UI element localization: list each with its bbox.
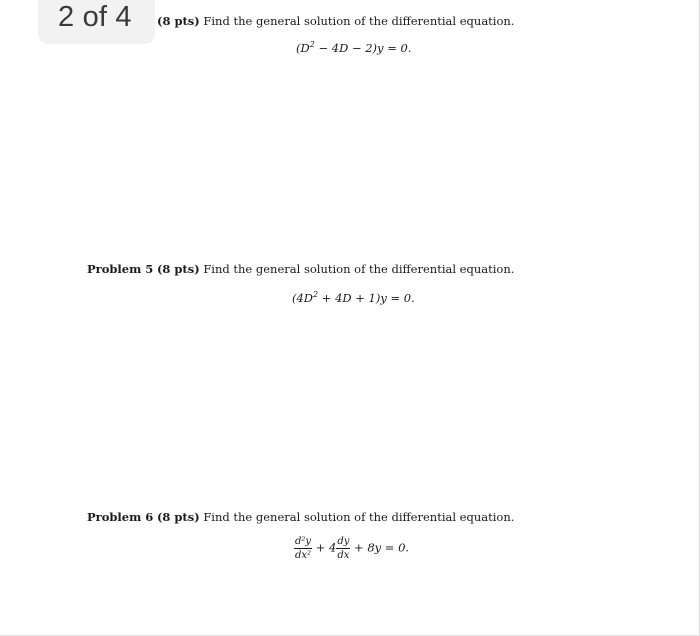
problem-4-statement [157,14,514,28]
problem-4-points: (8 pts) [157,14,200,28]
problem-4-equation: $(D^2 - 4D - 2)y = 0$. [296,40,412,55]
problem-6-equation: $\frac{\text{d²y}}{\text{dx²}}$ + 4 $\frac{dy}{dx}$ + 8y = 0. [295,536,410,561]
second-derivative-fraction: $\frac{\text{d²y}}{\text{dx²}}$ [295,536,312,561]
problem-6-text: Find the general solution of the differential equation. [203,510,515,524]
problem-5-points: (8 pts) [156,262,200,276]
problem-5-equation: $(4D^2 + 4D + 1)y = 0$. [292,290,415,305]
problem-4-text: Find the general solution of the differential equation. [203,14,515,28]
problem-6-points: (8 pts) [156,510,200,524]
first-derivative-fraction: $\frac{dy}{dx}$ [337,536,350,561]
problem-6-statement [87,510,514,524]
problem-5-statement [87,262,514,276]
problem-5-text: Find the general solution of the differential equation. [203,262,515,276]
problem-5-label: Problem 5 [87,262,154,276]
problem-6-label: Problem 6 [87,510,154,524]
page-indicator: 2 of 4 [38,0,155,44]
